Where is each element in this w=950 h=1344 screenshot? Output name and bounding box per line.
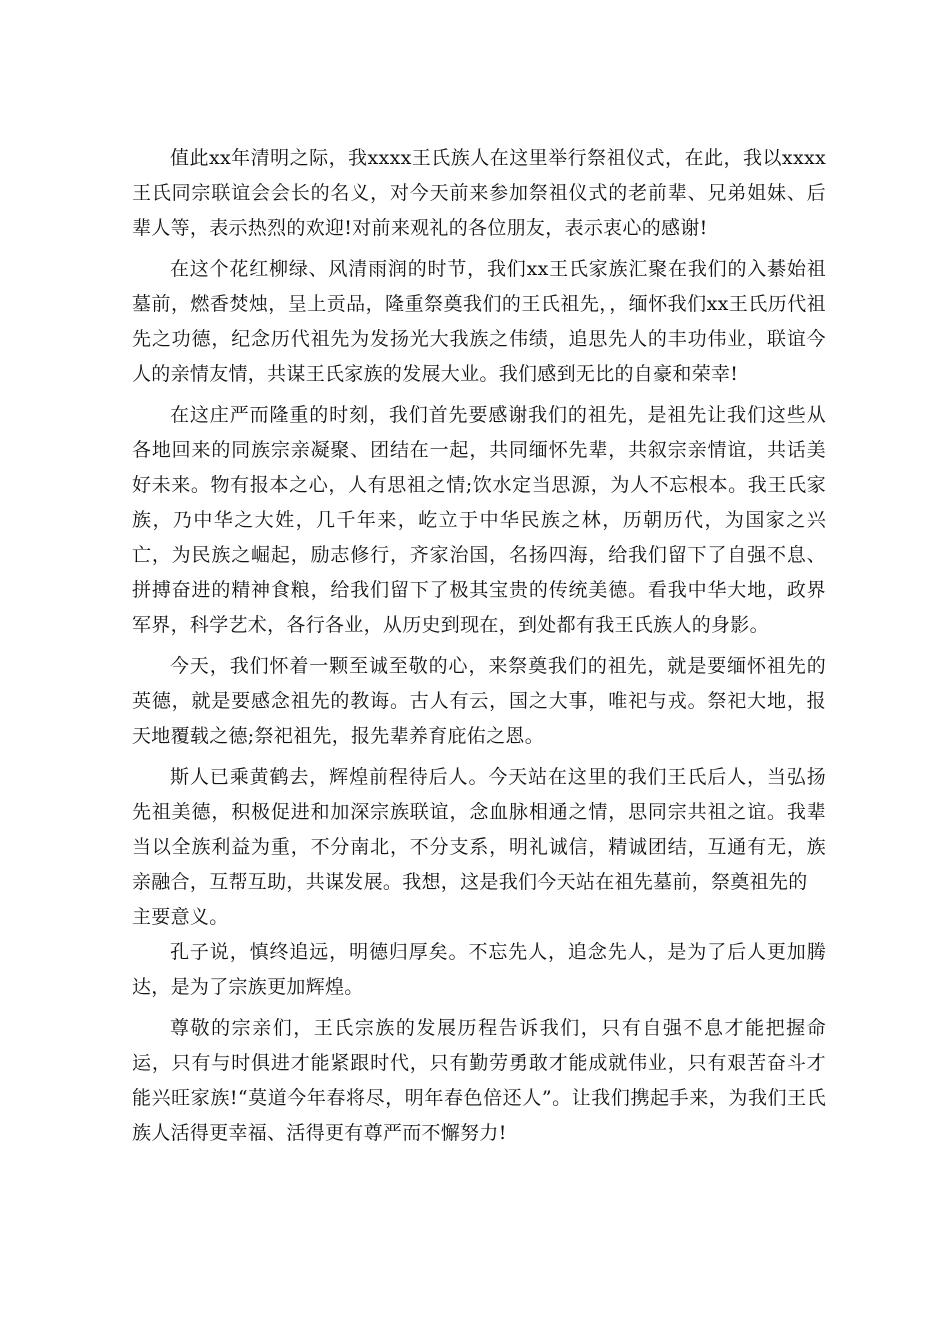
paragraph-gathering: 在这个花红柳绿、风清雨润的时节，我们xx王氏家族汇聚在我们的入綦始祖墓前，燃香焚烛，呈上贡品，隆重祭奠我们的王氏祖先，，缅怀我们xx王氏历代祖先之功德，纪念历代祖先为发扬光大我族之伟绩，追思先人的丰功伟业，联谊今人的亲情友情，共谋王氏家族的发展大业。我们感到无比的自豪和荣幸! xyxy=(132,258,826,385)
paragraph-gratitude: 在这庄严而隆重的时刻，我们首先要感谢我们的祖先，是祖先让我们这些从各地回来的同族宗亲凝聚、团结在一起，共同缅怀先辈，共叙宗亲情谊，共话美好未来。物有报本之心，人有思祖之情;饮水定当思源，为人不忘根本。我王氏家族，乃中华之大姓，几千年来，屹立于中华民族之林，历朝历代，为国家之兴亡，为民族之崛起，励志修行，齐家治国，名扬四海，给我们留下了自强不息、拼搏奋进的精神食粮，给我们留下了极其宝贵的传统美德。看我中华大地，政界军界，科学艺术，各行各业，从历史到现在，到处都有我王氏族人的身影。 xyxy=(132,404,826,636)
paragraph-welcome: 值此xx年清明之际，我xxxx王氏族人在这里举行祭祖仪式，在此，我以xxxx王氏同宗联谊会会长的名义，对今天前来参加祭祖仪式的老前辈、兄弟姐妹、后辈人等，表示热烈的欢迎!对前来观礼的各位朋友，表示衷心的感谢! xyxy=(132,147,826,239)
paragraph-remembrance: 今天，我们怀着一颗至诚至敬的心，来祭奠我们的祖先，就是要缅怀祖先的英德，就是要感念祖先的教诲。古人有云，国之大事，唯祀与戎。祭祀大地，报天地覆载之德;祭祀祖先，报先辈养育庇佑之恩。 xyxy=(132,655,826,747)
paragraph-unity: 斯人已乘黄鹤去，辉煌前程待后人。今天站在这里的我们王氏后人，当弘扬先祖美德，积极促进和加深宗族联谊，念血脉相通之情，思同宗共祖之谊。我辈当以全族利益为重，不分南北，不分支系，明礼诚信，精诚团结，互通有无，族亲融合，互帮互助，共谋发展。我想，这是我们今天站在祖先墓前，祭奠祖先的 xyxy=(132,766,826,893)
paragraph-confucius: 孔子说，慎终追远，明德归厚矣。不忘先人，追念先人，是为了后人更加腾达，是为了宗族更加辉煌。 xyxy=(132,941,826,998)
paragraph-unity-continuation: 主要意义。 xyxy=(132,906,229,928)
paragraph-closing: 尊敬的宗亲们，王氏宗族的发展历程告诉我们，只有自强不息才能把握命运，只有与时俱进才能紧跟时代，只有勤劳勇敢才能成就伟业，只有艰苦奋斗才能兴旺家族!“莫道今年春将尽，明年春色倍还人”。让我们携起手来，为我们王氏族人活得更幸福、活得更有尊严而不懈努力! xyxy=(132,1017,826,1144)
document-body xyxy=(132,141,826,1157)
